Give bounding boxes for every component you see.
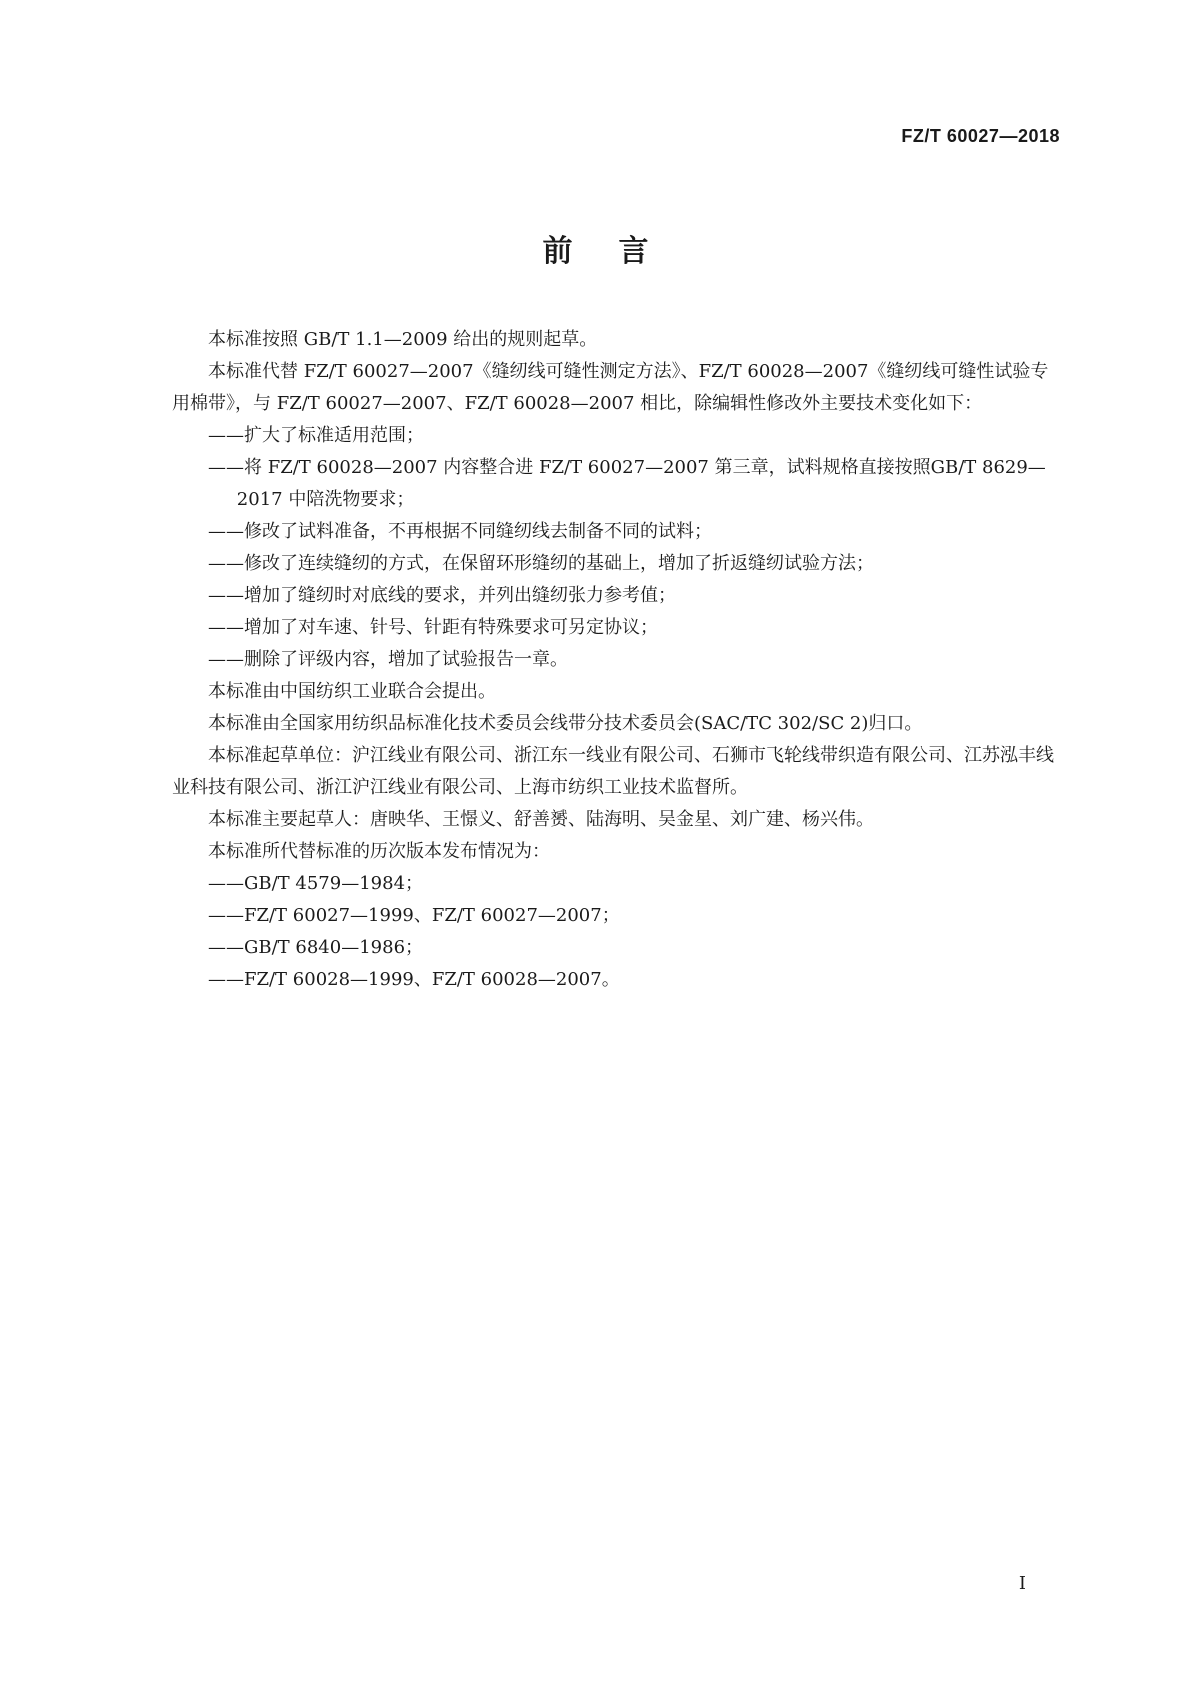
history-item: ——GB/T 4579—1984；: [208, 873, 424, 894]
document-body: [172, 324, 1058, 996]
standard-number: FZ/T 60027—2018: [901, 126, 1060, 146]
paragraph-drafting-units: 本标准起草单位：沪江线业有限公司、浙江东一线业有限公司、石狮市飞轮线带织造有限公司、江苏泓丰线业科技有限公司、浙江沪江线业有限公司、上海市纺织工业技术监督所。: [172, 745, 1054, 798]
change-item: ——增加了缝纫时对底线的要求，并列出缝纫张力参考值；: [208, 585, 676, 606]
page-number: I: [1018, 1573, 1026, 1594]
history-item: ——FZ/T 60027—1999、FZ/T 60027—2007；: [208, 905, 620, 926]
change-item: ——修改了连续缝纫的方式，在保留环形缝纫的基础上，增加了折返缝纫试验方法；: [208, 553, 874, 574]
history-item: ——GB/T 6840—1986；: [208, 937, 424, 958]
history-item: ——FZ/T 60028—1999、FZ/T 60028—2007。: [208, 969, 620, 990]
change-item: ——将 FZ/T 60028—2007 内容整合进 FZ/T 60027—2007 第三章，试料规格直接按照GB/T 8629—2017 中陪洗物要求；: [208, 457, 1046, 510]
change-item: ——删除了评级内容，增加了试验报告一章。: [208, 649, 568, 670]
paragraph-proposer: 本标准由中国纺织工业联合会提出。: [208, 681, 496, 702]
paragraph-drafting-rules: 本标准按照 GB/T 1.1—2009 给出的规则起草。: [208, 329, 598, 350]
change-item: ——增加了对车速、针号、针距有特殊要求可另定协议；: [208, 617, 658, 638]
paragraph-committee: 本标准由全国家用纺织品标准化技术委员会线带分技术委员会(SAC/TC 302/SC 2)归口。: [208, 713, 923, 734]
change-item: ——扩大了标准适用范围；: [208, 425, 424, 446]
change-item: ——修改了试料准备，不再根据不同缝纫线去制备不同的试料；: [208, 521, 712, 542]
paragraph-version-history: 本标准所代替标准的历次版本发布情况为：: [208, 841, 550, 862]
paragraph-drafters: 本标准主要起草人：唐映华、王憬义、舒善赟、陆海明、吴金星、刘广建、杨兴伟。: [208, 809, 874, 830]
paragraph-replacement: 本标准代替 FZ/T 60027—2007《缝纫线可缝性测定方法》、FZ/T 60028—2007《缝纫线可缝性试验专用棉带》，与 FZ/T 60027—2007、FZ/T 60028—2007 相比，除编辑性修改外主要技术变化如下：: [172, 361, 1049, 414]
page-title: 前言: [542, 234, 695, 269]
